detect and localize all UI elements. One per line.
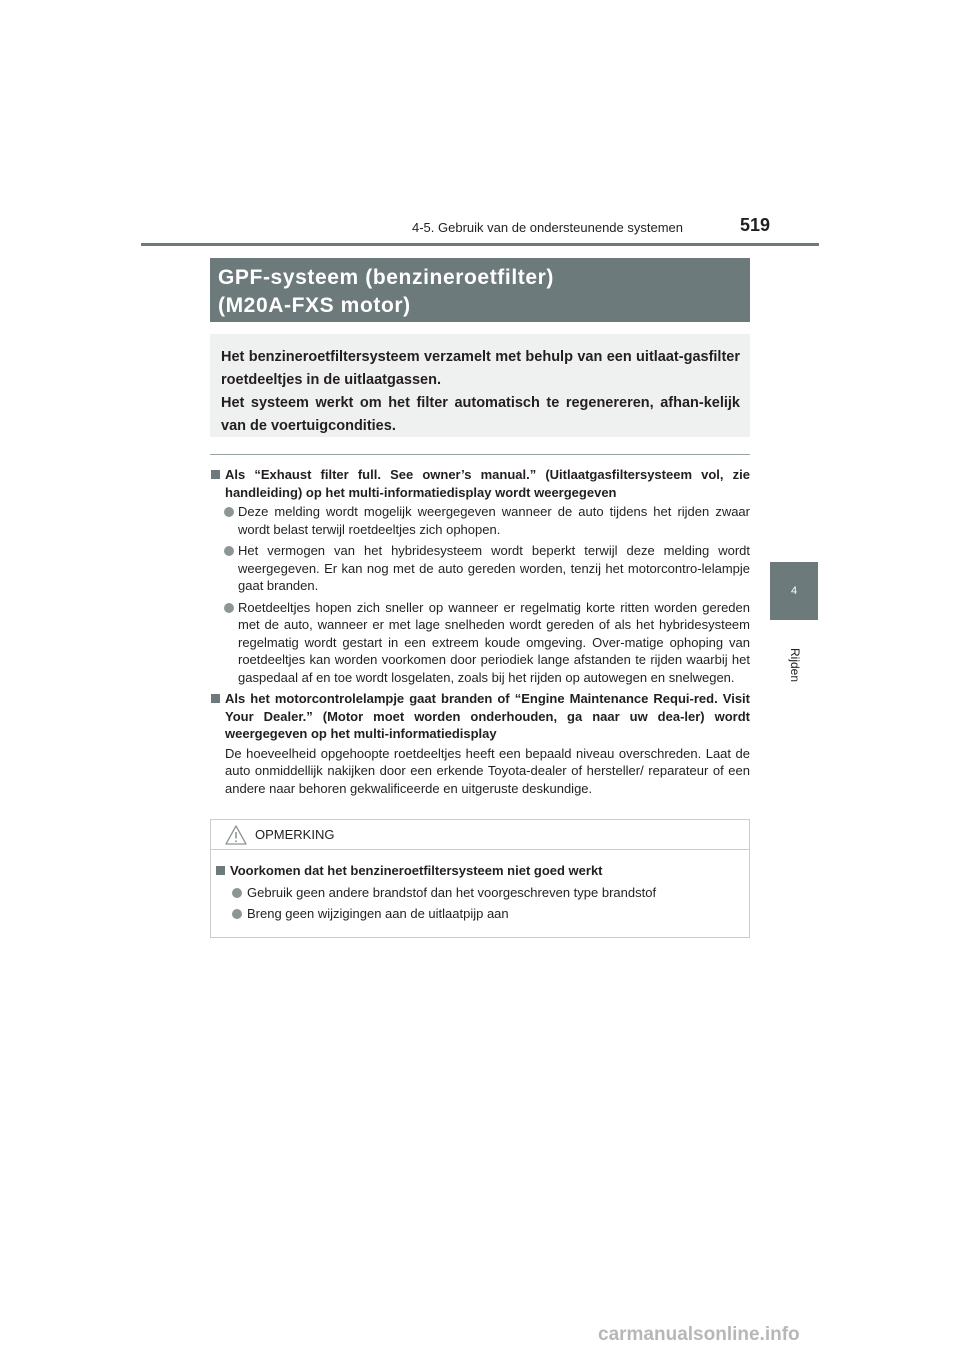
site-watermark: carmanualsonline.info: [598, 1324, 800, 1345]
page-number: 519: [740, 215, 771, 235]
square-bullet-icon: [216, 866, 225, 875]
intro-box: [210, 334, 750, 437]
main-content: [210, 466, 750, 797]
square-bullet-icon: [211, 694, 220, 703]
notice-body: [211, 850, 749, 923]
list-item: [210, 599, 750, 687]
round-bullet-icon: [224, 507, 234, 517]
section-title-box: [210, 258, 750, 322]
square-bullet-icon: [211, 470, 220, 479]
intro-paragraph: Het systeem werkt om het filter automatisch te regenereren, afhan-kelijk van de voertuigcondities.: [221, 395, 740, 434]
list-item-text: Het vermogen van het hybridesysteem wordt beperkt terwijl deze melding wordt weergegeven. Er kan nog met de auto gereden worden, tenzij het motorcontro-lelampje gaat branden.: [238, 543, 750, 593]
section-heading-text: Als “Exhaust filter full. See owner’s manual.” (Uitlaatgasfiltersysteem vol, zie handleiding) op het multi-informatiedisplay wordt weergegeven: [225, 467, 750, 500]
notice-item-text: Gebruik geen andere brandstof dan het voorgeschreven type brandstof: [247, 884, 657, 900]
round-bullet-icon: [224, 546, 234, 556]
chapter-tab: [770, 562, 818, 620]
section-heading: [210, 466, 750, 501]
notice-header: [211, 820, 749, 850]
section-title-line-1: GPF-systeem (benzineroetfilter): [218, 266, 554, 289]
header-section-title: 4-5. Gebruik van de ondersteunende systemen: [412, 220, 684, 235]
warning-triangle-icon: [225, 825, 247, 845]
notice-title: OPMERKING: [255, 827, 335, 842]
list-item-text: Deze melding wordt mogelijk weergegeven wanneer de auto tijdens het rijden zwaar wordt belast terwijl roetdeeltjes zich ophopen.: [238, 504, 750, 537]
notice-box: [210, 819, 750, 938]
section-heading: [210, 690, 750, 743]
section-divider: [210, 454, 750, 455]
header-rule: [141, 243, 819, 246]
notice-item: [215, 884, 749, 902]
notice-heading: [215, 862, 749, 880]
round-bullet-icon: [232, 888, 242, 898]
intro-paragraph: Het benzineroetfiltersysteem verzamelt met behulp van een uitlaat-gasfilter roetdeeltjes in de uitlaatgassen.: [221, 349, 740, 388]
chapter-tab-number: 4: [790, 585, 798, 597]
section-paragraph: De hoeveelheid opgehoopte roetdeeltjes heeft een bepaald niveau overschreden. Laat de auto onmiddellijk nakijken door een erkende Toyota-dealer of hersteller/ reparateur of een andere naar behoren gekwalificeerde en uitgeruste deskundige.: [225, 745, 750, 796]
notice-item: [215, 905, 749, 923]
chapter-tab-label: Rijden: [788, 648, 802, 683]
list-item: [210, 503, 750, 538]
list-item-text: Roetdeeltjes hopen zich sneller op wanneer er regelmatig korte ritten worden gereden met de auto, wanneer er met lage snelheden wordt gereden of als het hybridesysteem regelmatig wordt gestart in een extreem koude omgeving. Over-matige ophoping van roetdeeltjes kan worden voorkomen door periodiek lange afstanden te rijden waarbij het gaspedaal af en toe wordt losgelaten, zoals bij het rijden op autowegen en snelwegen.: [238, 599, 750, 685]
notice-heading-text: Voorkomen dat het benzineroetfiltersysteem niet goed werkt: [230, 863, 603, 878]
round-bullet-icon: [224, 603, 234, 613]
section-heading-text: Als het motorcontrolelampje gaat branden of “Engine Maintenance Requi-red. Visit Your Dealer.” (Motor moet worden onderhouden, ga naar uw dea-ler) wordt weergegeven op het multi-informatiedisplay: [225, 691, 750, 741]
round-bullet-icon: [232, 909, 242, 919]
list-item: [210, 542, 750, 595]
notice-item-text: Breng geen wijzigingen aan de uitlaatpijp aan: [247, 906, 509, 921]
section-title-line-2: (M20A-FXS motor): [218, 294, 411, 317]
